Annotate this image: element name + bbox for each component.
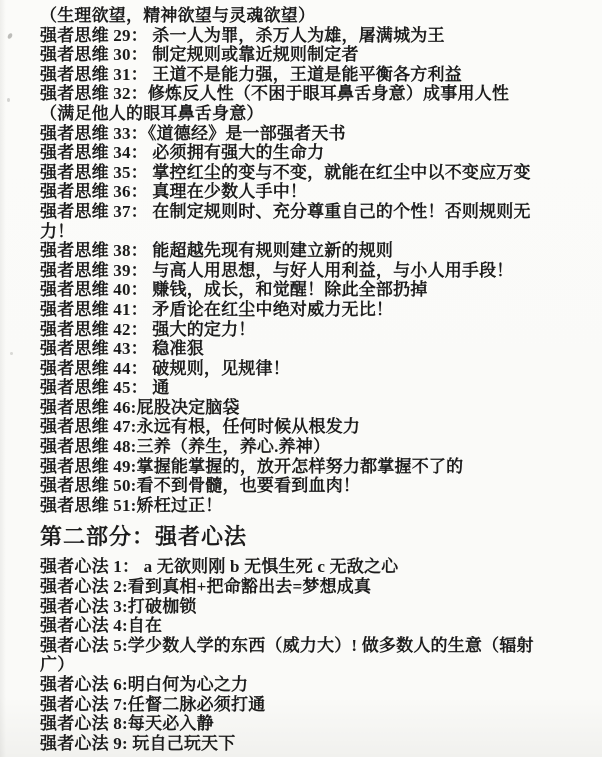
strong-mind-item-30: 强者思维 30： 制定规则或靠近规则制定者 [40,45,359,65]
strong-mind-item-35: 强者思维 35： 掌控红尘的变与不变，就能在红尘中以不变应万变 [40,162,531,182]
strong-mind-item-37: 强者思维 37： 在制定规则时、充分尊重自己的个性！否则规则无力！ [40,201,531,241]
part2-section-heading: 第二部分：强者心法 [40,524,248,550]
strong-mind-item-39: 强者思维 39： 与高人用思想，与好人用利益，与小人用手段！ [40,260,514,280]
strong-mind-item-41: 强者思维 41： 矛盾论在红尘中绝对威力无比！ [40,299,394,319]
strong-heart-item-5: 强者心法 5:学少数人学的东西（威力大）! 做多数人的生意（辐射广） [40,635,534,675]
strong-heart-item-1: 强者心法 1： a 无欲则刚 b 无惧生死 c 无敌之心 [40,557,399,577]
strong-mind-item-34: 强者思维 34： 必须拥有强大的生命力 [40,143,325,163]
strong-heart-item-2: 强者心法 2:看到真相+把命豁出去=梦想成真 [40,577,372,597]
strong-heart-item-8: 强者心法 8:每天必入静 [40,714,214,734]
strong-mind-item-31: 强者思维 31： 王道不是能力强，王道是能平衡各方利益 [40,64,462,84]
strong-mind-item-40: 强者思维 40： 赚钱，成长，和觉醒！除此全部扔掉 [40,280,428,300]
strong-mind-item-29: 强者思维 29： 杀一人为罪，杀万人为雄，屠满城为王 [40,25,445,45]
document-page [40,6,542,753]
strong-heart-item-3: 强者心法 3:打破枷锁 [40,596,197,616]
strong-mind-item-47: 强者思维 47:永远有根，任何时候从根发力 [40,417,361,437]
strong-heart-item-9: 强者心法 9: 玩自己玩天下 [40,733,236,753]
strong-mind-item-48: 强者思维 48:三养（养生，养心.养神） [40,437,331,457]
scan-speck [7,98,10,102]
strong-heart-item-6: 强者心法 6:明白何为心之力 [40,675,249,694]
strong-mind-item-44: 强者思维 44： 破规则，见规律！ [40,358,290,378]
strong-mind-item-49: 强者思维 49:掌握能掌握的，放开怎样努力都掌握不了的 [40,456,464,476]
strong-heart-item-7: 强者心法 7:任督二脉必须打通 [40,694,266,714]
strong-mind-item-45: 强者思维 45： 通 [40,378,170,398]
strong-heart-item-4: 强者心法 4:自在 [40,616,163,636]
strong-mind-item-50: 强者思维 50:看不到骨髓，也要看到血肉！ [40,476,361,496]
scan-speck [7,32,13,39]
intro-line: （生理欲望，精神欲望与灵魂欲望） [40,6,316,25]
strong-mind-item-36: 强者思维 36： 真理在少数人手中！ [40,182,308,202]
strong-mind-item-33: 强者思维 33：《道德经》是一部强者天书 [40,123,346,143]
scan-edge-shade [0,0,6,757]
strong-mind-item-51: 强者思维 51:矫枉过正！ [40,495,223,515]
strong-mind-item-42: 强者思维 42： 强大的定力！ [40,319,256,339]
strong-mind-item-32: 强者思维 32：修炼反人性（不困于眼耳鼻舌身意）成事用人性（满足他人的眼耳鼻舌身意） [40,84,510,123]
strong-mind-item-43: 强者思维 43： 稳准狠 [40,339,204,359]
strong-mind-item-46: 强者思维 46:屁股决定脑袋 [40,397,240,417]
scan-speck [10,352,13,355]
strong-mind-item-38: 强者思维 38： 能超越先现有规则建立新的规则 [40,241,394,261]
